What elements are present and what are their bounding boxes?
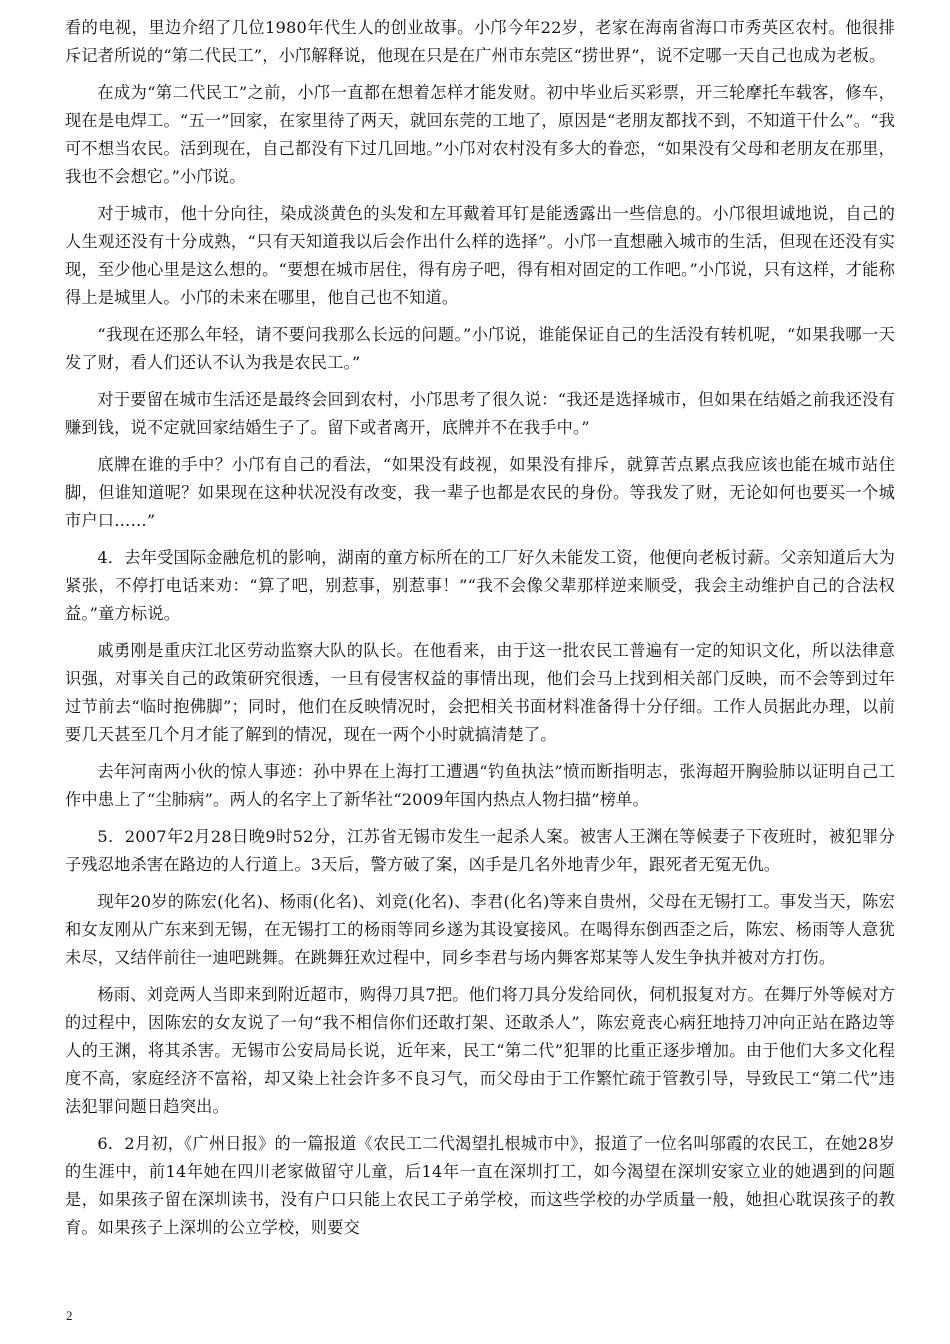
paragraph: 看的电视，里边介绍了几位1980年代生人的创业故事。小邝今年22岁，老家在海南省海口市秀英区农村。他很排斥记者所说的“第二代民工”，小邝解释说，他现在只是在广州市东莞区“捞世界”，说不定哪一天自己也成为老板。 — [65, 18, 895, 65]
paragraph: 杨雨、刘竞两人当即来到附近超市，购得刀具7把。他们将刀具分发给同伙，伺机报复对方。在舞厅外等候对方的过程中，因陈宏的女友说了一句“我不相信你们还敢打架、还敢杀人”，陈宏竟丧心病狂地持刀冲向正站在路边等人的王渊，将其杀害。无锡市公安局局长说，近年来，民工“第二代”犯罪的比重正逐步增加。由于他们大多文化程度不高，家庭经济不富裕，却又染上社会许多不良习气，而父母由于工作繁忙疏于管教引导，导致民工“第二代”违法犯罪问题日趋突出。 — [65, 985, 895, 1116]
document-body — [65, 14, 895, 1251]
paragraph: 现年20岁的陈宏(化名)、杨雨(化名)、刘竞(化名)、李君(化名)等来自贵州，父母在无锡打工。事发当天，陈宏和女友刚从广东来到无锡，在无锡打工的杨雨等同乡遂为其设宴接风。在喝得东倒西歪之后，陈宏、杨雨等人意犹未尽，又结伴前往一迪吧跳舞。在跳舞狂欢过程中，同乡李君与场内舞客郑某等人发生争执并被对方打伤。 — [65, 892, 895, 967]
paragraph: 6．2月初，《广州日报》的一篇报道《农民工二代渴望扎根城市中》，报道了一位名叫邬霞的农民工，在她28岁的生涯中，前14年她在四川老家做留守儿童，后14年一直在深圳打工，如今渴望在深圳安家立业的她遇到的问题是，如果孩子留在深圳读书，没有户口只能上农民工子弟学校，而这些学校的办学质量一般，她担心耽误孩子的教育。如果孩子上深圳的公立学校，则要交 — [65, 1134, 895, 1237]
paragraph: 去年河南两小伙的惊人事迹：孙中界在上海打工遭遇“钓鱼执法”愤而断指明志，张海超开胸验肺以证明自己工作中患上了“尘肺病”。两人的名字上了新华社“2009年国内热点人物扫描”榜单。 — [65, 762, 895, 809]
page-number: 2 — [66, 1308, 73, 1323]
paragraph: 5．2007年2月28日晚9时52分，江苏省无锡市发生一起杀人案。被害人王渊在等候妻子下夜班时，被犯罪分子残忍地杀害在路边的人行道上。3天后，警方破了案，凶手是几名外地青少年，跟死者无冤无仇。 — [65, 827, 895, 874]
paragraph: 在成为“第二代民工”之前，小邝一直都在想着怎样才能发财。初中毕业后买彩票，开三轮摩托车载客，修车，现在是电焊工。“五一”回家，在家里待了两天，就回东莞的工地了，原因是“老朋友都找不到，不知道干什么”。“我可不想当农民。活到现在，自己都没有下过几回地。”小邝对农村没有多大的眷恋，“如果没有父母和老朋友在那里，我也不会想它。”小邝说。 — [65, 83, 895, 186]
paragraph: 底牌在谁的手中？小邝有自己的看法，“如果没有歧视，如果没有排斥，就算苦点累点我应该也能在城市站住脚，但谁知道呢？如果现在这种状况没有改变，我一辈子也都是农民的身份。等我发了财，无论如何也要买一个城市户口……” — [65, 455, 895, 530]
paragraph: 4．去年受国际金融危机的影响，湖南的童方标所在的工厂好久未能发工资，他便向老板讨薪。父亲知道后大为紧张，不停打电话来劝：“算了吧，别惹事，别惹事！”“我不会像父辈那样逆来顺受，我会主动维护自己的合法权益。”童方标说。 — [65, 548, 895, 623]
paragraph: 戚勇刚是重庆江北区劳动监察大队的队长。在他看来，由于这一批农民工普遍有一定的知识文化，所以法律意识强，对事关自己的政策研究很透，一旦有侵害权益的事情出现，他们会马上找到相关部门反映，而不会等到过年过节前去“临时抱佛脚”；同时，他们在反映情况时，会把相关书面材料准备得十分仔细。工作人员据此办理，以前要几天甚至几个月才能了解到的情况，现在一两个小时就搞清楚了。 — [65, 641, 895, 744]
paragraph: 对于城市，他十分向往，染成淡黄色的头发和左耳戴着耳钉是能透露出一些信息的。小邝很坦诚地说，自己的人生观还没有十分成熟，“只有天知道我以后会作出什么样的选择”。小邝一直想融入城市的生活，但现在还没有实现，至少他心里是这么想的。“要想在城市居住，得有房子吧，得有相对固定的工作吧。”小邝说，只有这样，才能称得上是城里人。小邝的未来在哪里，他自己也不知道。 — [65, 204, 895, 307]
paragraph: 对于要留在城市生活还是最终会回到农村，小邝思考了很久说：“我还是选择城市，但如果在结婚之前我还没有赚到钱，说不定就回家结婚生子了。留下或者离开，底牌并不在我手中。” — [65, 390, 895, 437]
paragraph: “我现在还那么年轻，请不要问我那么长远的问题。”小邝说，谁能保证自己的生活没有转机呢，“如果我哪一天发了财，看人们还认不认为我是农民工。” — [65, 325, 895, 372]
